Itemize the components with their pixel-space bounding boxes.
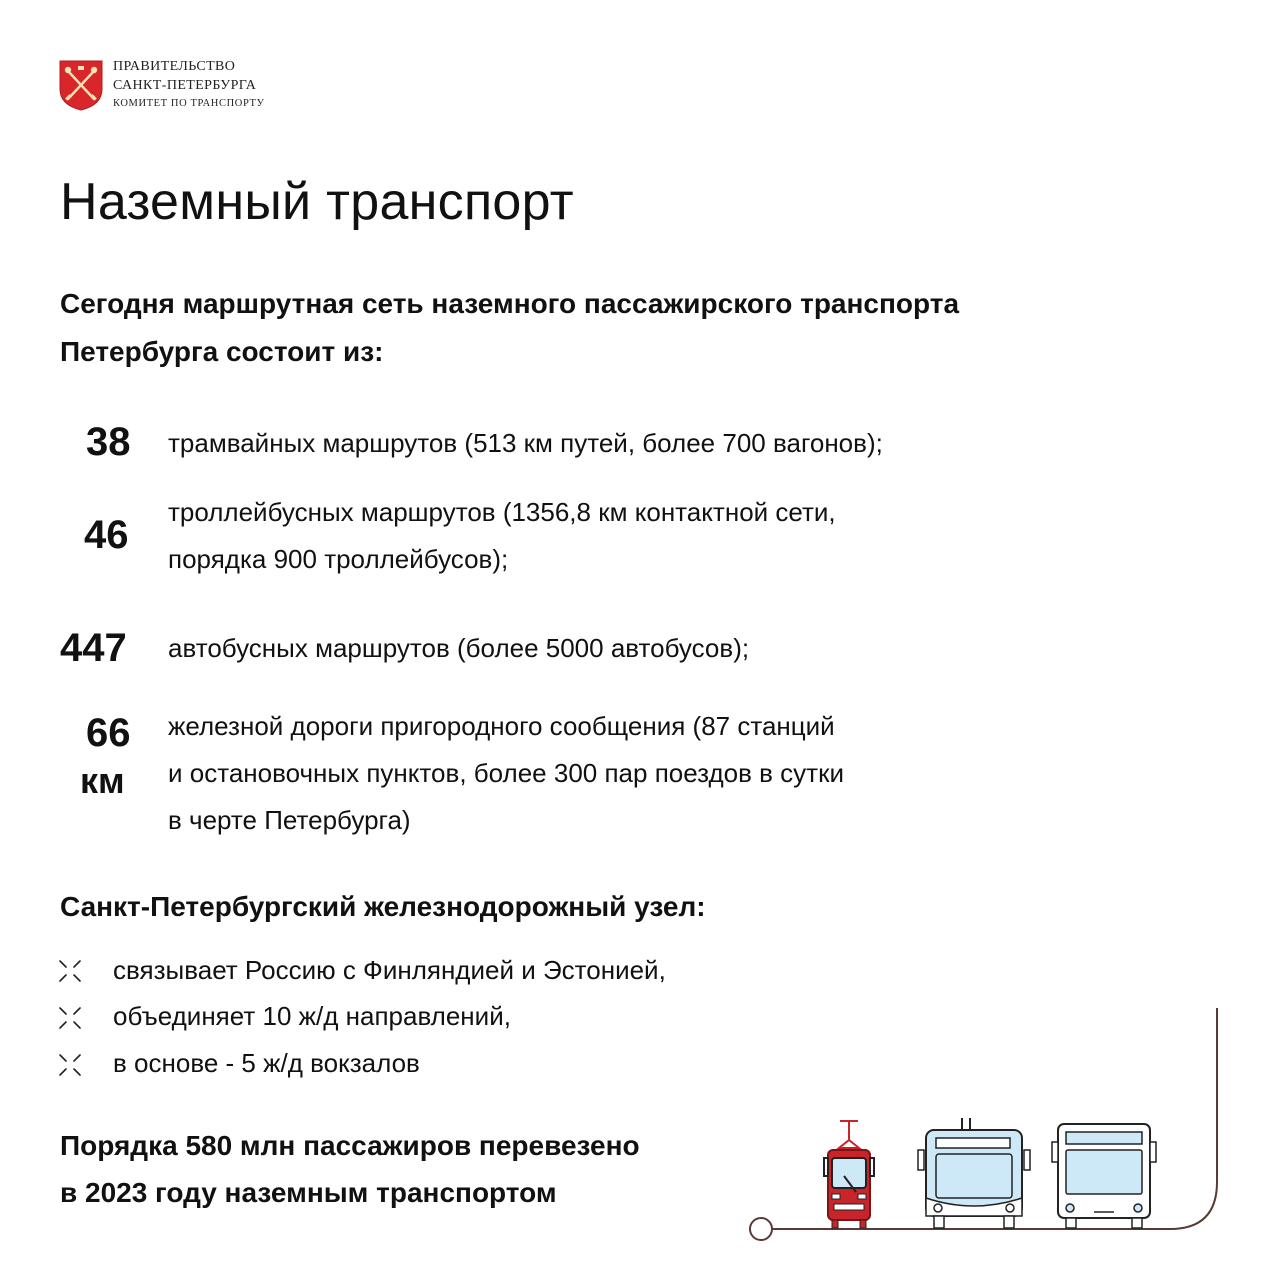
sparkle-cross-icon: [58, 959, 82, 983]
page-title: Наземный транспорт: [60, 173, 574, 231]
transport-illustration: [740, 1000, 1230, 1250]
stat-description-line: порядка 900 троллейбусов);: [168, 544, 509, 574]
sparkle-cross-icon: [58, 1006, 82, 1030]
stat-number: 38: [86, 420, 131, 464]
stat-description-line: железной дороги пригородного сообщения (87 станций: [168, 711, 835, 741]
stat-description-line: троллейбусных маршрутов (1356,8 км контактной сети,: [168, 497, 836, 527]
list-item-text: объединяет 10 ж/д направлений,: [113, 1001, 511, 1031]
sparkle-cross-icon: [58, 1053, 82, 1077]
org-name-line-2: САНКТ-ПЕТЕРБУРГА: [113, 78, 257, 93]
org-committee-line: КОМИТЕТ ПО ТРАНСПОРТУ: [113, 98, 265, 109]
list-item-text: в основе - 5 ж/д вокзалов: [113, 1048, 420, 1078]
stat-description-line: и остановочных пунктов, более 300 пар поездов в сутки: [168, 758, 844, 788]
intro-text-line-1: Сегодня маршрутная сеть наземного пассажирского транспорта: [60, 288, 960, 319]
bus-icon: [1052, 1124, 1156, 1228]
intro-text-line-2: Петербурга состоит из:: [60, 336, 384, 367]
passenger-summary-line-1: Порядка 580 млн пассажиров перевезено: [60, 1130, 640, 1161]
stat-number: 447: [60, 626, 127, 670]
stat-number: 46: [84, 513, 129, 557]
trolleybus-icon: [918, 1118, 1030, 1228]
stat-description-line: в черте Петербурга): [168, 805, 411, 835]
route-start-marker: [750, 1218, 772, 1240]
tram-icon: [824, 1121, 874, 1228]
stat-unit: км: [80, 760, 125, 801]
stat-number: 66: [86, 711, 131, 755]
org-name-line-1: ПРАВИТЕЛЬСТВО: [113, 59, 236, 74]
passenger-summary-line-2: в 2023 году наземным транспортом: [60, 1177, 557, 1208]
stat-description-line: трамвайных маршрутов (513 км путей, более 700 вагонов);: [168, 428, 883, 458]
spb-coat-of-arms-icon: [58, 59, 104, 111]
list-item-text: связывает Россию с Финляндией и Эстонией,: [113, 955, 666, 985]
stat-description-line: автобусных маршрутов (более 5000 автобусов);: [168, 633, 750, 663]
railway-node-title: Санкт-Петербургский железнодорожный узел:: [60, 891, 706, 922]
